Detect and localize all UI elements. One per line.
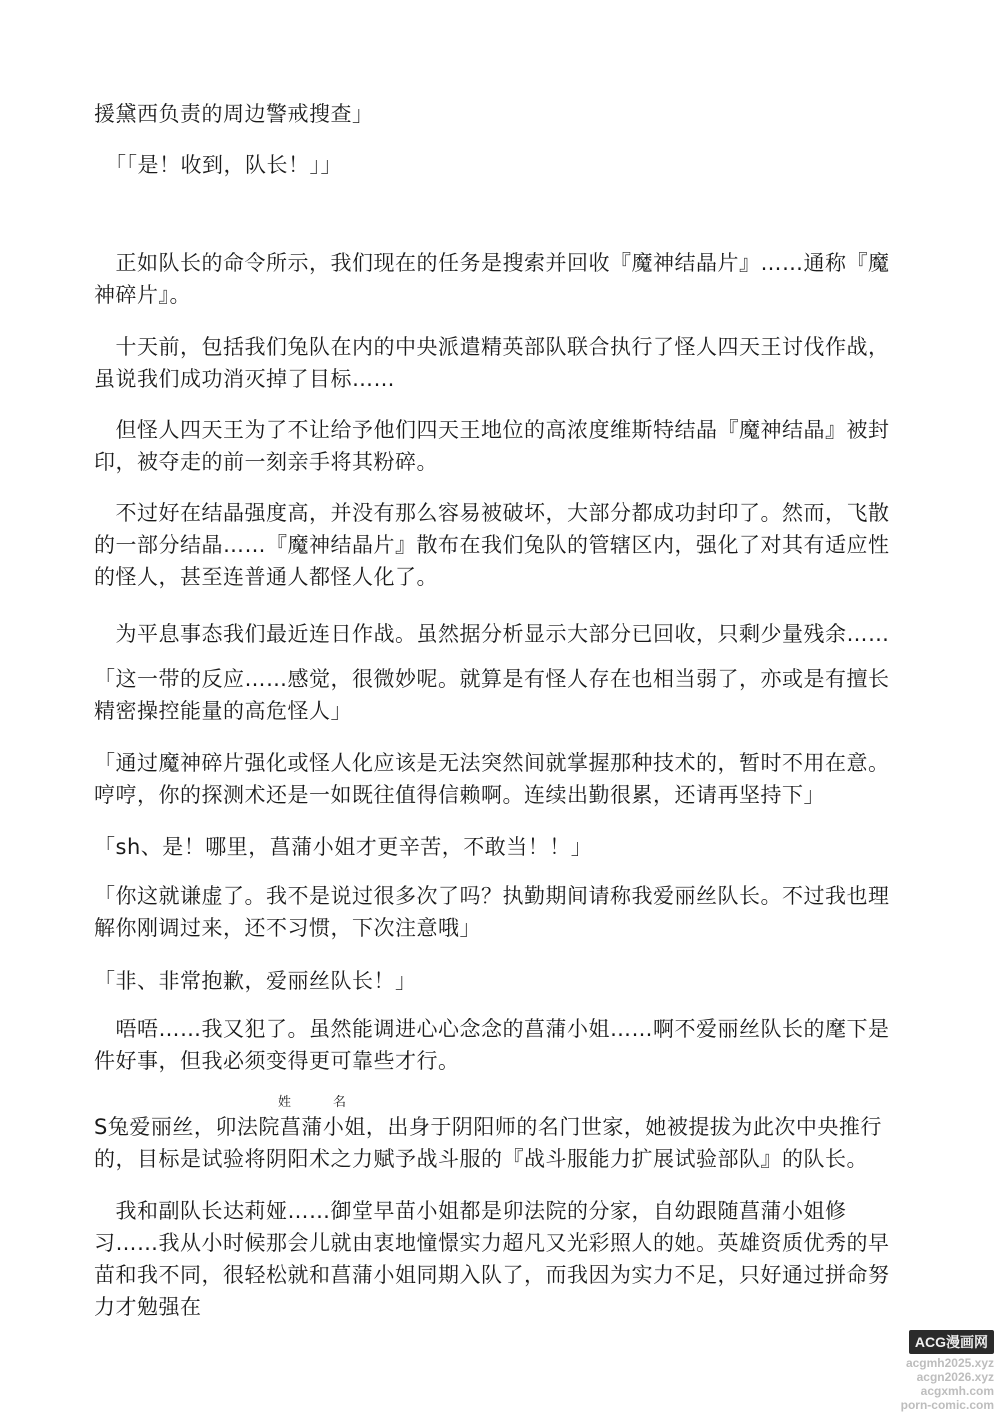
watermark-url: acgn2026.xyz (916, 1370, 994, 1384)
paragraph: 「通过魔神碎片强化或怪人化应该是无法突然间就掌握那种技术的，暂时不用在意。哼哼，你的探测术还是一如既往值得信赖啊。连续出勤很累，还请再坚持下」 (94, 751, 890, 807)
furigana-right: 名 (333, 1095, 347, 1110)
paragraph: 「非、非常抱歉，爱丽丝队长！」 (94, 969, 417, 993)
paragraph: S兔爱丽丝，卯法院菖蒲小姐，出身于阴阳师的名门世家，她被提拔为此次中央推行的，目标是试验将阴阳术之力赋予战斗服的『战斗服能力扩展试验部队』的队长。 (94, 1115, 882, 1171)
paragraph: 我和副队长达莉娅……御堂早苗小姐都是卯法院的分家，自幼跟随菖蒲小姐修习……我从小时候那会儿就由衷地憧憬实力超凡又光彩照人的她。英雄资质优秀的早苗和我不同，很轻松就和菖蒲小姐同期入队了，而我因为实力不足，只好通过拼命努力才勉强在 (94, 1199, 890, 1319)
paragraph: 「你这就谦虚了。我不是说过很多次了吗？执勤期间请称我爱丽丝队长。不过我也理解你刚调过来，还不习惯，下次注意哦」 (94, 884, 890, 940)
paragraph: 为平息事态我们最近连日作战。虽然据分析显示大部分已回收，只剩少量残余…… (94, 622, 890, 646)
furigana-left: 姓 (278, 1095, 292, 1110)
watermark-url: porn-comic.com (900, 1398, 994, 1412)
paragraph: 不过好在结晶强度高，并没有那么容易被破坏，大部分都成功封印了。然而，飞散的一部分结晶……『魔神结晶片』散布在我们兔队的管辖区内，强化了对其有适应性的怪人，甚至连普通人都怪人化了。 (94, 501, 890, 589)
paragraph: 十天前，包括我们兔队在内的中央派遣精英部队联合执行了怪人四天王讨伐作战，虽说我们成功消灭掉了目标…… (94, 335, 890, 391)
watermark-logo: ACG漫画网 (909, 1330, 994, 1354)
paragraph: 「这一带的反应……感觉，很微妙呢。就算是有怪人存在也相当弱了，亦或是有擅长精密操控能量的高危怪人」 (94, 667, 890, 723)
paragraph: 唔唔……我又犯了。虽然能调进心心念念的菖蒲小姐……啊不爱丽丝队长的麾下是件好事，但我必须变得更可靠些才行。 (94, 1017, 890, 1073)
paragraph: 但怪人四天王为了不让给予他们四天王地位的高浓度维斯特结晶『魔神结晶』被封印，被夺走的前一刻亲手将其粉碎。 (94, 418, 890, 474)
watermark-url: acgxmh.com (920, 1384, 994, 1398)
watermark-url: acgmh2025.xyz (905, 1356, 994, 1370)
paragraph: 正如队长的命令所示，我们现在的任务是搜索并回收『魔神结晶片』……通称『魔神碎片』。 (94, 251, 890, 307)
paragraph: 「「是！收到，队长！」」 (94, 153, 342, 177)
paragraph: 援黛西负责的周边警戒搜查」 (94, 102, 374, 126)
paragraph: 「sh、是！哪里，菖蒲小姐才更辛苦，不敢当！！」 (94, 835, 593, 859)
watermark (844, 1330, 994, 1412)
